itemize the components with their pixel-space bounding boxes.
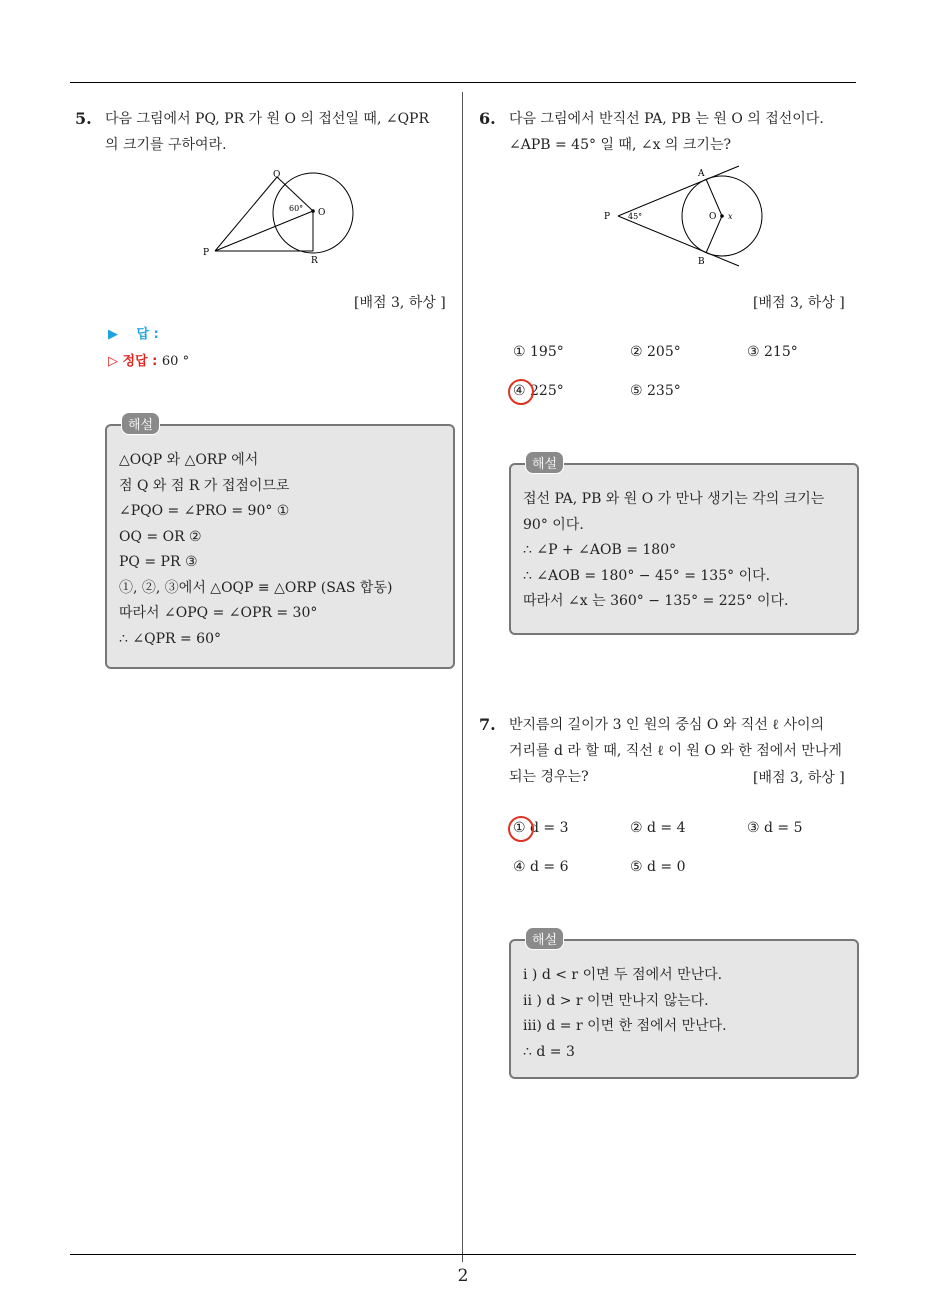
question-text-line: 되는 경우는?: [509, 769, 589, 785]
solution-line: ∠PQO = ∠PRO = 90° ①: [119, 503, 290, 519]
solution-tag: 해설: [525, 451, 564, 474]
choice-3[interactable]: ③ 215°: [747, 344, 798, 360]
solution-tag: 해설: [525, 927, 564, 950]
q6-meta: [배점 3, 하상 ]: [753, 295, 845, 311]
page-number: 2: [457, 1266, 469, 1286]
play-icon: ▶: [108, 327, 118, 342]
solution-line: 따라서 ∠x 는 360° − 135° = 225° 이다.: [523, 593, 789, 609]
question-number: 6.: [479, 109, 496, 128]
solution-line: ii ) d > r 이면 만나지 않는다.: [523, 992, 709, 1009]
solution-line: i ) d < r 이면 두 점에서 만난다.: [523, 967, 723, 983]
bottom-rule: [70, 1254, 856, 1255]
label-o: O: [318, 208, 326, 218]
question-text-line: ∠APB = 45° 일 때, ∠x 의 크기는?: [509, 137, 731, 153]
choice-2[interactable]: ② 205°: [630, 344, 681, 360]
label-x: x: [728, 212, 733, 221]
question-5: [75, 106, 460, 158]
solution-line: ∴ d = 3: [523, 1043, 575, 1060]
q7-solution-box: [509, 933, 859, 1079]
question-text-line: 거리를 d 라 할 때, 직선 ℓ 이 원 O 와 한 점에서 만나게: [509, 743, 842, 759]
question-text-line: 반지름의 길이가 3 인 원의 중심 O 와 직선 ℓ 사이의: [509, 717, 825, 733]
solution-line: ∴ ∠AOB = 180° − 45° = 135° 이다.: [523, 567, 771, 584]
label-b: B: [698, 257, 705, 267]
answer-line: [108, 323, 159, 342]
label-p: P: [203, 248, 210, 258]
solution-line: iii) d = r 이면 한 점에서 만난다.: [523, 1018, 727, 1034]
answer-label: 답 :: [136, 327, 159, 342]
correct-answer-line: [108, 350, 189, 369]
choice-4[interactable]: ④ d = 6: [513, 859, 569, 875]
label-a: A: [698, 169, 705, 179]
q5-figure: [195, 165, 365, 265]
solution-line: △OQP 와 △ORP 에서: [119, 452, 259, 468]
choice-3[interactable]: ③ d = 5: [747, 820, 803, 836]
solution-line: 90° 이다.: [523, 516, 584, 533]
solution-line: 따라서 ∠OPQ = ∠OPR = 30°: [119, 605, 318, 621]
column-divider: [462, 92, 463, 1262]
question-number: 7.: [479, 715, 496, 734]
question-text-line: 의 크기를 구하여라.: [105, 137, 227, 153]
solution-line: 접선 PA, PB 와 원 O 가 만나 생기는 각의 크기는: [523, 491, 825, 507]
solution-line: 점 Q 와 점 R 가 접점이므로: [119, 477, 290, 494]
correct-value: 60 °: [161, 354, 190, 369]
triangle-outline-icon: ▷: [108, 354, 118, 369]
correct-label: 정답 :: [122, 354, 158, 369]
label-angle: 60°: [289, 204, 304, 213]
q6-figure: [598, 162, 748, 272]
q5-meta: [배점 3, 하상 ]: [354, 295, 446, 311]
selected-answer-circle-icon: [508, 816, 534, 842]
solution-line: OQ = OR ②: [119, 528, 202, 545]
choice-4[interactable]: ④ 225°: [513, 383, 564, 399]
choice-5[interactable]: ⑤ d = 0: [630, 859, 686, 875]
q7-meta: [배점 3, 하상 ]: [753, 770, 845, 786]
question-text-line: 다음 그림에서 반직선 PA, PB 는 원 O 의 접선이다.: [509, 111, 824, 127]
choice-1[interactable]: ① d = 3: [513, 820, 569, 836]
q5-solution-box: [105, 418, 455, 669]
solution-tag: 해설: [121, 412, 160, 435]
question-number: 5.: [75, 109, 92, 128]
selected-answer-circle-icon: [508, 379, 534, 405]
choice-5[interactable]: ⑤ 235°: [630, 383, 681, 399]
solution-line: PQ = PR ③: [119, 554, 198, 570]
question-text-line: 다음 그림에서 PQ, PR 가 원 O 의 접선일 때, ∠QPR: [105, 111, 430, 127]
solution-line: ∴ ∠P + ∠AOB = 180°: [523, 542, 677, 558]
question-6: [479, 106, 859, 158]
solution-line: ①, ②, ③에서 △OQP ≡ △ORP (SAS 합동): [119, 579, 393, 596]
solution-line: ∴ ∠QPR = 60°: [119, 630, 221, 647]
top-rule: [70, 82, 856, 83]
label-p: P: [604, 212, 611, 222]
q6-solution-box: [509, 457, 859, 635]
choice-2[interactable]: ② d = 4: [630, 820, 686, 836]
label-o: O: [709, 212, 717, 222]
choice-1[interactable]: ① 195°: [513, 344, 564, 360]
label-angle: 45°: [628, 212, 643, 221]
label-r: R: [311, 256, 318, 266]
label-q: Q: [273, 170, 281, 180]
